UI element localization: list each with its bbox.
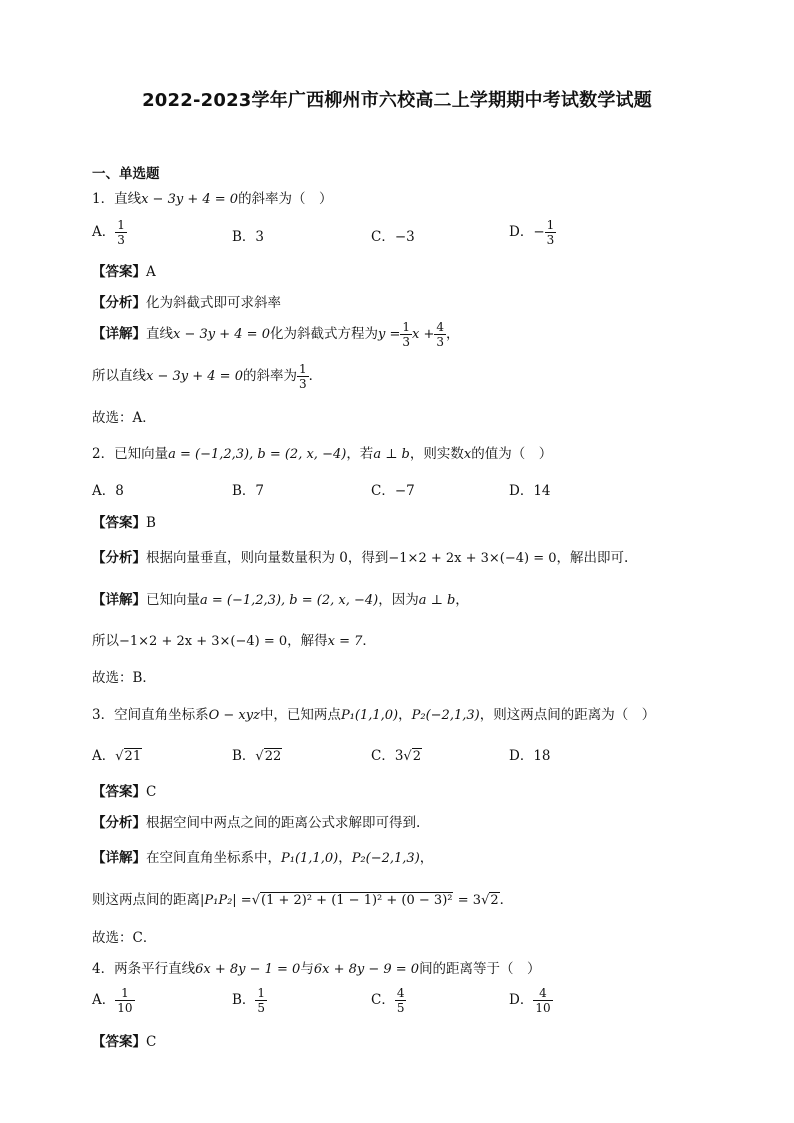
q1-conclusion: 所以直线x − 3y + 4 = 0的斜率为 $\frac{1}{3}$ ． <box>92 362 323 391</box>
q3-detail: 【详解】在空间直角坐标系中，P₁(1,1,0)，P₂(−2,1,3)， <box>92 850 434 866</box>
q1-choose: 故选：A． <box>92 410 156 426</box>
q4-option-b: B． $\frac{1}{5}$ <box>232 986 266 1015</box>
q2-detail: 【详解】已知向量a = (−1,2,3), b = (2, x, −4)，因为a ⊥ b， <box>92 592 469 608</box>
q1-option-a: A． $\frac{1}{3}$ <box>92 218 125 247</box>
q1-stem: 1．直线x − 3y + 4 = 0的斜率为（ ） <box>92 191 333 207</box>
q4-stem: 4．两条平行直线6x + 8y − 1 = 0与6x + 8y − 9 = 0间的距离等于（ ） <box>92 961 541 977</box>
page-title: 2022-2023学年广西柳州市六校高二上学期期中考试数学试题 <box>142 90 652 111</box>
q2-conclusion: 所以−1×2 + 2x + 3×(−4) = 0，解得x = 7． <box>92 633 376 649</box>
q4-answer: 【答案】C <box>92 1034 157 1050</box>
q2-option-a: A．8 <box>92 483 124 499</box>
q3-option-c: C．3√2 <box>371 748 421 764</box>
q3-answer: 【答案】C <box>92 784 157 800</box>
q4-option-a: A． $\frac{1}{10}$ <box>92 986 133 1015</box>
q3-option-b: B．√22 <box>232 748 282 764</box>
q4-option-c: C． $\frac{4}{5}$ <box>371 986 405 1015</box>
q3-option-a: A．√21 <box>92 748 142 764</box>
q3-option-d: D．18 <box>509 748 551 764</box>
q1-detail: 【详解】直线x − 3y + 4 = 0化为斜截式方程为y = $\frac{1}{3}$ x + $\frac{4}{3}$ ， <box>92 320 460 349</box>
q1-option-c: C．−3 <box>371 229 415 245</box>
q3-choose: 故选：C． <box>92 930 157 946</box>
q2-option-c: C．−7 <box>371 483 415 499</box>
q1-option-b: B．3 <box>232 229 265 245</box>
q1-option-d: D．− $\frac{1}{3}$ <box>509 218 555 247</box>
q2-option-d: D．14 <box>509 483 551 499</box>
q1-analysis: 【分析】化为斜截式即可求斜率 <box>92 295 281 311</box>
q3-stem: 3．空间直角坐标系O − xyz中，已知两点P₁(1,1,0)，P₂(−2,1,3)，则这两点间的距离为（ ） <box>92 707 656 723</box>
q1-answer: 【答案】A <box>92 264 156 280</box>
q3-distance: 则这两点间的距离|P₁P₂| =√(1 + 2)² + (1 − 1)² + (0 − 3)² = 3√2． <box>92 892 514 908</box>
q2-choose: 故选：B． <box>92 670 156 686</box>
q2-option-b: B．7 <box>232 483 265 499</box>
section-heading: 一、单选题 <box>92 166 160 182</box>
q4-option-d: D． $\frac{4}{10}$ <box>509 986 551 1015</box>
q2-analysis: 【分析】根据向量垂直，则向量数量积为 0，得到−1×2 + 2x + 3×(−4) = 0，解出即可. <box>92 550 629 566</box>
q2-stem: 2．已知向量a = (−1,2,3), b = (2, x, −4)，若a ⊥ b，则实数x的值为（ ） <box>92 446 553 462</box>
q3-analysis: 【分析】根据空间中两点之间的距离公式求解即可得到. <box>92 815 421 831</box>
q2-answer: 【答案】B <box>92 515 156 531</box>
